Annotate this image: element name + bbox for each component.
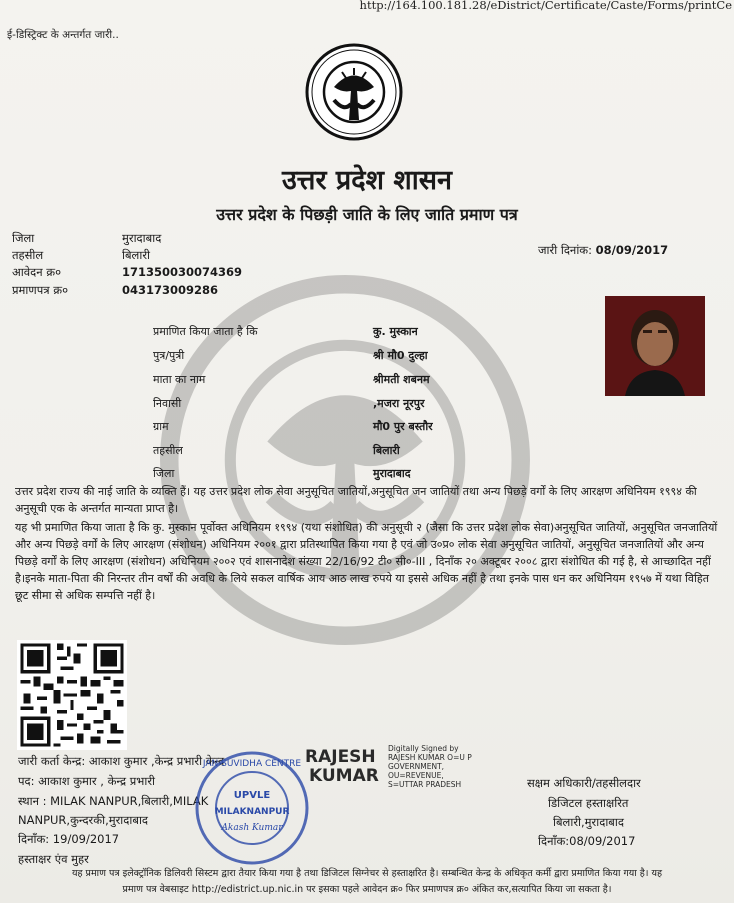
signer-last-name: KUMAR [309, 766, 379, 786]
issuer-date: दिनाँक: 19/09/2017 [18, 832, 120, 846]
meta-value: 043173009286 [122, 283, 219, 297]
caste-paragraph: उत्तर प्रदेश राज्य की नाई जाति के व्यक्ति हैं। यह उत्तर प्रदेश लोक सेवा अनुसूचित जातियों,अनुसूचित जन जातियों तथा अन्य पिछड़े वर्गों के लिए आरक्षण अधिनियम १९९४ की अनुसूची एक के अन्तर्गत मान्यता प्राप्त है। [15, 485, 697, 515]
certificate-title: उत्तर प्रदेश शासन [282, 165, 452, 196]
qr-code [17, 640, 127, 750]
up-government-emblem [304, 42, 404, 142]
signature-seal-label: हस्ताक्षर एंव मुहर [18, 852, 89, 866]
verification-note-line2: प्रमाण पत्र वेबसाइट http://edistrict.up.nic.in पर इसका पहले आवेदन क्र० फिर प्रमाणपत्र क्र० अंकित कर,सत्यापित किया जा सकता है। [122, 884, 612, 895]
digitally-signed-label: डिजिटल हस्ताक्षरित [548, 796, 629, 810]
applicant-photo [605, 296, 705, 396]
issuer-place: स्थान : MILAK NANPUR,बिलारी,MILAK [18, 794, 209, 808]
stamp-org: UPVLE [233, 790, 271, 801]
meta-value: बिलारी [122, 248, 151, 262]
authority-place: बिलारी,मुरादाबाद [553, 815, 624, 829]
person-label: माता का नाम [153, 373, 206, 386]
person-label: प्रमाणित किया जाता है कि [153, 325, 258, 338]
authority-date: दिनाँक:08/09/2017 [538, 834, 636, 848]
stamp-signature: Akash Kumar [221, 823, 283, 833]
authority-title: सक्षम अधिकारी/तहसीलदार [527, 776, 641, 790]
stamp-title: JAN SUVIDHA CENTRE [202, 759, 302, 769]
meta-label: प्रमाणपत्र क्र० [12, 283, 69, 297]
edistrict-note: ई-डिस्ट्रिक्ट के अन्तर्गत जारी.. [7, 29, 119, 41]
signer-name [305, 748, 379, 786]
certificate-subtitle: उत्तर प्रदेश के पिछड़ी जाति के लिए जाति प्रमाण पत्र [216, 205, 518, 224]
verification-note: यह प्रमाण पत्र इलेक्ट्रॉनिक डिलिवरी सिस्टम द्वारा तैयार किया गया है तथा डिजिटल सिग्नेचर से हस्ताक्षरित है। सम्बन्धित केन्द्र के अधिकृत कर्मी द्वारा प्रमाणित किया गया है। यह [71, 868, 663, 879]
digital-sign-line: GOVERNMENT, [388, 762, 445, 771]
eligibility-paragraph: यह भी प्रमाणित किया जाता है कि कु. मुस्कान पूर्वोक्त अधिनियम १९९४ (यथा संशोधित) की अनुसूची २ (जैसा कि उत्तर प्रदेश लोक सेवा)अनुसूचित जातियों, अनुसूचित जनजातियों और अन्य पिछड़े वर्गों के लिए आरक्षण (संशोधन) अधिनियम २००१ द्वारा प्रतिस्थापित किया गया है एवं जो उ०प्र० लोक सेवा अनुसूचित जातियों, अनुसूचित जनजातियों और अन्य पिछड़े वर्गों के लिए आरक्षण (संशोधन) अधिनियम २००२ एवं शासनादेश संख्या 22/16/92 टी० सी०-III , दिनाँक २० अक्टूबर २००८ द्वारा संशोधित की गई है, से आच्छादित नहीं है।इनके माता-पिता की निरन्तर तीन वर्षों की अवधि के लिये सकल वार्षिक आय आठ लाख रुपये या इससे अधिक नहीं है तथा इनके पास धन कर अधिनियम १९५७ में यथा विहित छूट सीमा से अधिक सम्पत्ति नहीं है। [15, 521, 718, 602]
person-value: मुरादाबाद [373, 467, 411, 480]
meta-label: जिला [12, 231, 35, 245]
meta-label: आवेदन क्र० [12, 265, 62, 279]
person-label: निवासी [153, 397, 182, 410]
digital-sign-line: Digitally Signed by [388, 744, 459, 753]
person-label: ग्राम [153, 420, 169, 433]
digital-sign-line: S=UTTAR PRADESH [388, 780, 462, 789]
digital-sign-line: RAJESH KUMAR O=U P [388, 753, 472, 762]
issue-date-label: जारी दिनांक: [538, 243, 593, 257]
issuing-centre: जारी कर्ता केन्द्र: आकाश कुमार ,केन्द्र प्रभारी केन्द्र [18, 754, 225, 768]
person-value: बिलारी [373, 444, 400, 457]
meta-value: मुरादाबाद [122, 231, 162, 245]
person-value: मौ0 पुर बस्तौर [373, 420, 433, 433]
person-value: श्री मौ0 दुल्हा [373, 349, 428, 362]
stamp-place: MILAKNANPUR [214, 807, 290, 817]
print-url: http://164.100.181.28/eDistrict/Certificate/Caste/Forms/printCe [359, 0, 732, 12]
issue-date-value: 08/09/2017 [595, 243, 669, 257]
signer-first-name: RAJESH [305, 747, 376, 767]
issuer-place-line2: NANPUR,कुन्दरकी,मुरादाबाद [18, 813, 149, 827]
person-label: तहसील [153, 444, 183, 457]
person-value: ,मजरा नूरपुर [373, 397, 425, 410]
digital-sign-line: OU=REVENUE, [388, 771, 444, 780]
issuer-post: पद: आकाश कुमार , केन्द्र प्रभारी [18, 774, 155, 788]
meta-value: 171350030074369 [122, 265, 243, 279]
issue-date [538, 243, 668, 258]
person-label: पुत्र/पुत्री [153, 349, 185, 362]
digital-signature-block [388, 744, 472, 789]
person-label: जिला [153, 467, 175, 480]
person-value: कु. मुस्कान [373, 325, 418, 338]
person-value: श्रीमती शबनम [373, 373, 430, 386]
meta-label: तहसील [12, 248, 44, 262]
centre-stamp [192, 748, 312, 868]
